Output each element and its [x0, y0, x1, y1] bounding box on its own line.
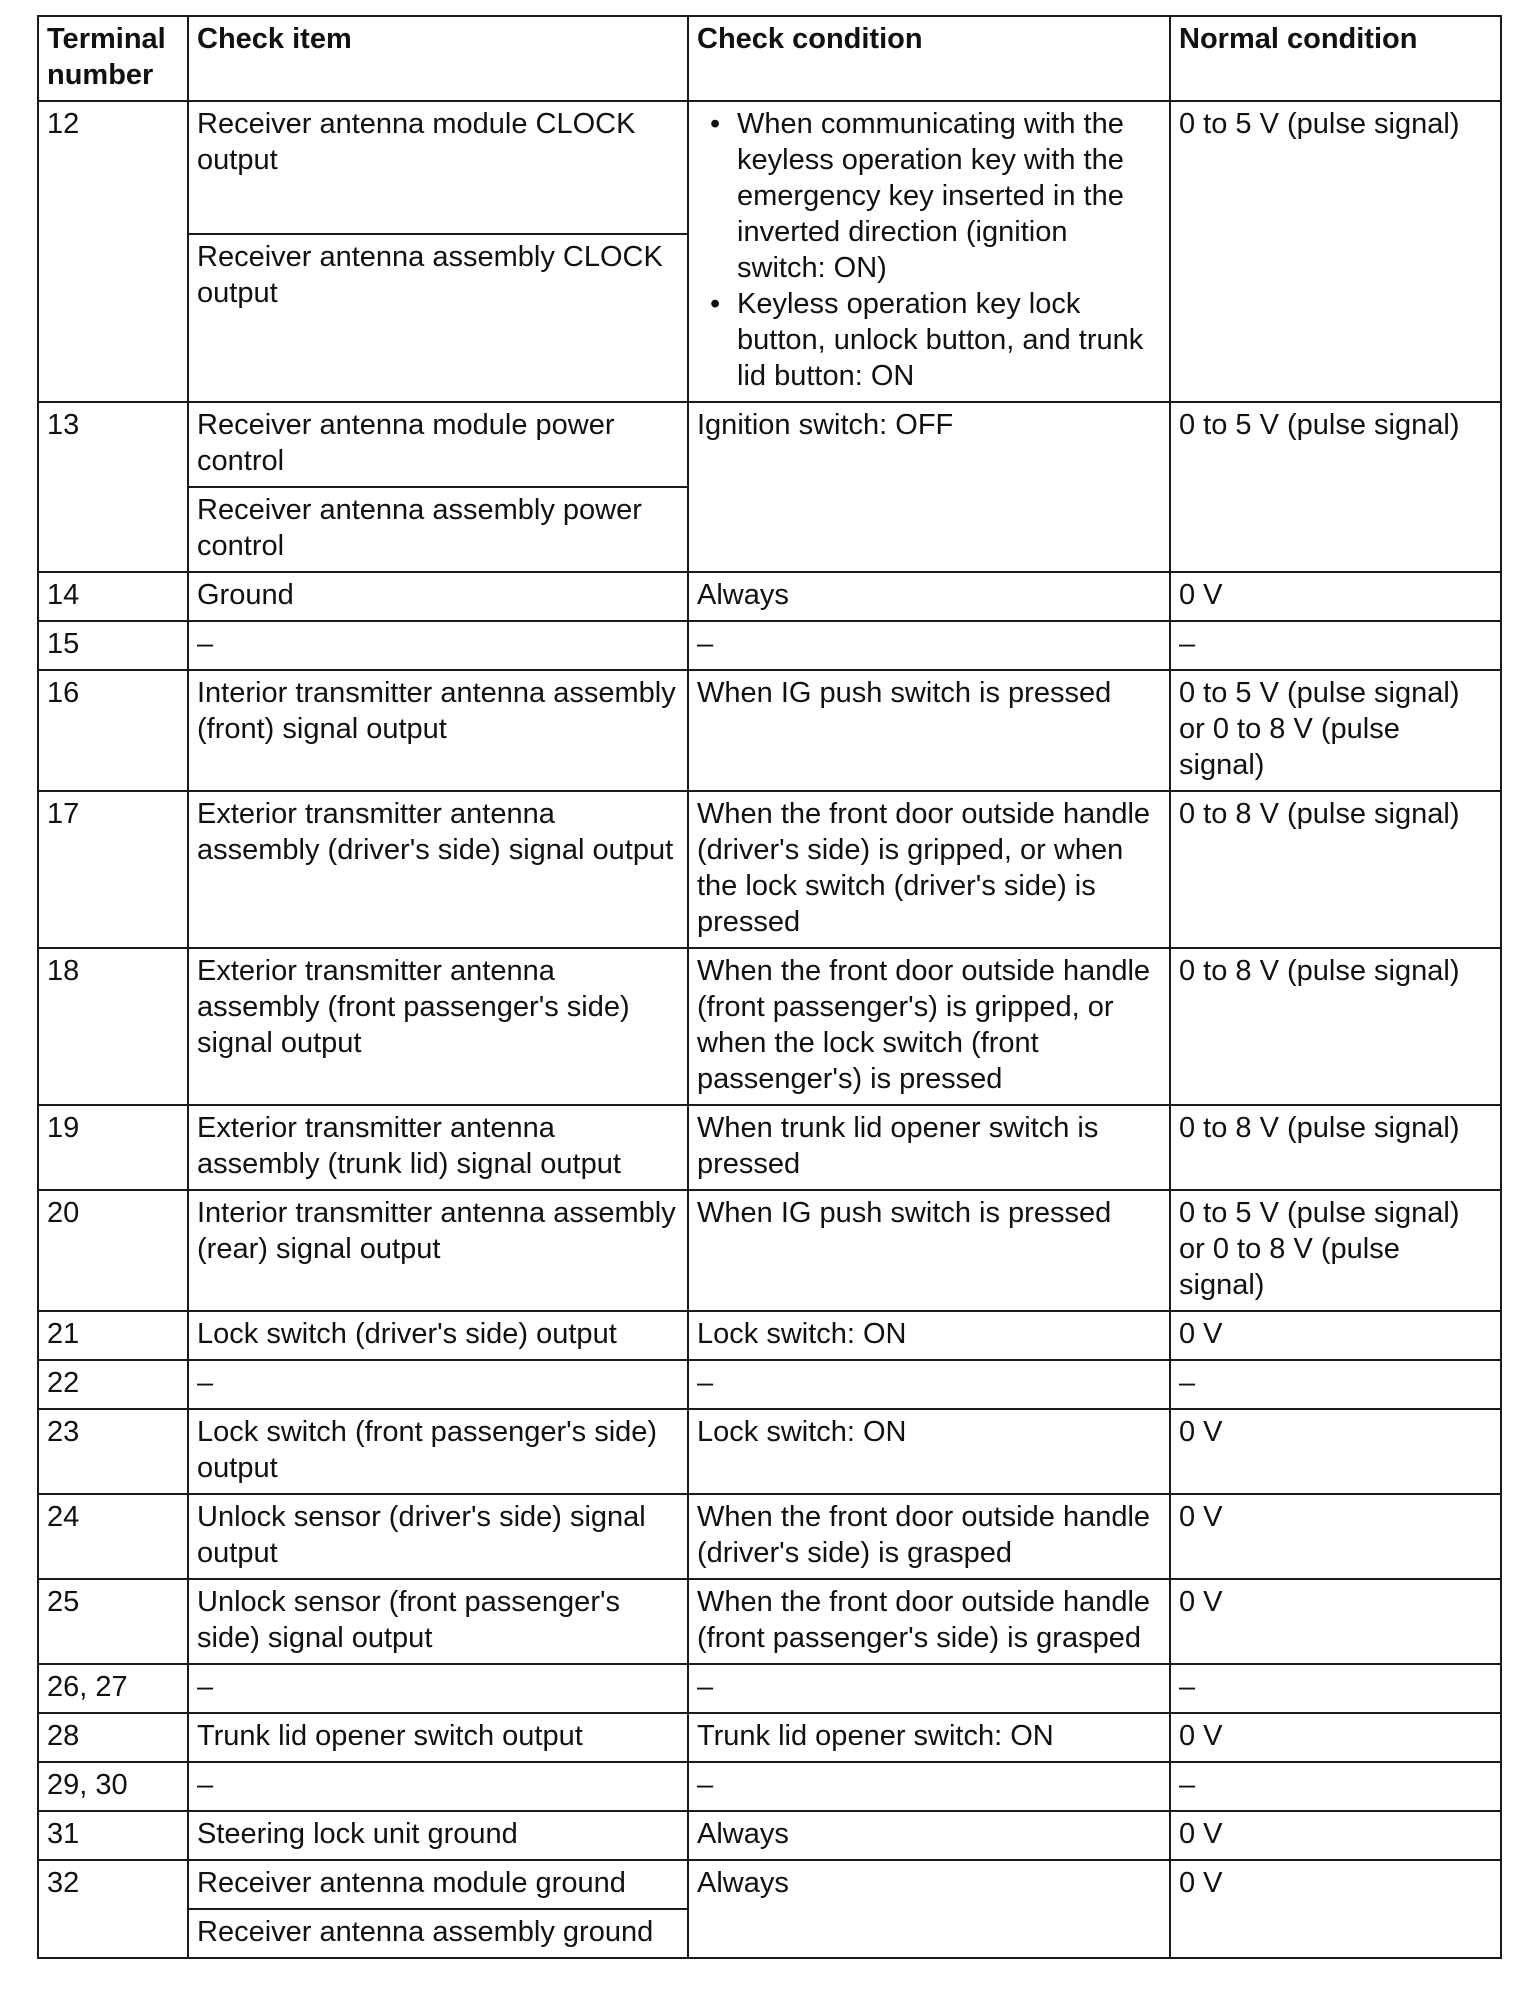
normal-condition-cell: 0 to 8 V (pulse signal) [1170, 948, 1501, 1105]
terminal-cell: 13 [38, 402, 188, 572]
check-item-cell: Steering lock unit ground [188, 1811, 688, 1860]
normal-condition-cell: 0 V [1170, 1409, 1501, 1494]
table-row [38, 1311, 1501, 1360]
table-row [38, 1713, 1501, 1762]
check-item-cell: – [188, 621, 688, 670]
header-normal-condition: Normal condition [1170, 16, 1501, 101]
normal-condition-cell: 0 V [1170, 1579, 1501, 1664]
check-item-cell: Lock switch (front passenger's side) output [188, 1409, 688, 1494]
normal-condition-cell: 0 V [1170, 572, 1501, 621]
check-condition-cell: When trunk lid opener switch is pressed [688, 1105, 1170, 1190]
condition-bullet: • Keyless operation key lock button, unlock button, and trunk lid button: ON [737, 286, 1161, 394]
table-row [38, 621, 1501, 670]
header-check-condition: Check condition [688, 16, 1170, 101]
table-row [38, 948, 1501, 1105]
check-condition-cell: – [688, 621, 1170, 670]
normal-condition-cell: – [1170, 621, 1501, 670]
terminal-cell: 12 [38, 101, 188, 402]
terminal-cell: 22 [38, 1360, 188, 1409]
check-condition-cell [688, 101, 1170, 402]
normal-condition-cell: – [1170, 1664, 1501, 1713]
terminal-cell: 17 [38, 791, 188, 948]
check-condition-cell: When IG push switch is pressed [688, 1190, 1170, 1311]
check-item-cell: – [188, 1762, 688, 1811]
terminal-cell: 21 [38, 1311, 188, 1360]
condition-bullet: • When communicating with the keyless operation key with the emergency key inserted in the inverted direction (ignition switch: ON) [737, 106, 1161, 286]
check-condition-cell: When the front door outside handle (front passenger's side) is grasped [688, 1579, 1170, 1664]
check-item-cell: Receiver antenna module power control [188, 402, 688, 487]
table-row [38, 1360, 1501, 1409]
table-row [38, 1494, 1501, 1579]
check-item-cell: Trunk lid opener switch output [188, 1713, 688, 1762]
terminal-cell: 25 [38, 1579, 188, 1664]
check-item-cell: – [188, 1360, 688, 1409]
normal-condition-cell: 0 to 8 V (pulse signal) [1170, 1105, 1501, 1190]
check-item-cell: Receiver antenna assembly CLOCK output [188, 234, 688, 402]
check-condition-cell: When the front door outside handle (driver's side) is grasped [688, 1494, 1170, 1579]
header-row [38, 16, 1501, 101]
terminal-cell: 26, 27 [38, 1664, 188, 1713]
check-item-cell: Receiver antenna module ground [188, 1860, 688, 1909]
normal-condition-cell: 0 V [1170, 1811, 1501, 1860]
terminal-cell: 23 [38, 1409, 188, 1494]
table-row [38, 1762, 1501, 1811]
check-item-cell: Receiver antenna assembly power control [188, 487, 688, 572]
table-row [38, 1664, 1501, 1713]
check-condition-cell: When the front door outside handle (front passenger's) is gripped, or when the lock switch (front passenger's) is pressed [688, 948, 1170, 1105]
table-row [38, 101, 1501, 234]
check-item-cell: Unlock sensor (driver's side) signal output [188, 1494, 688, 1579]
table-row [38, 1190, 1501, 1311]
check-condition-cell: When IG push switch is pressed [688, 670, 1170, 791]
terminal-cell: 19 [38, 1105, 188, 1190]
normal-condition-cell: – [1170, 1762, 1501, 1811]
check-condition-cell: Lock switch: ON [688, 1311, 1170, 1360]
table-row [38, 572, 1501, 621]
check-condition-cell: Always [688, 572, 1170, 621]
check-condition-cell: – [688, 1360, 1170, 1409]
check-condition-cell: Trunk lid opener switch: ON [688, 1713, 1170, 1762]
check-item-cell: Receiver antenna assembly ground [188, 1909, 688, 1958]
check-item-cell: Unlock sensor (front passenger's side) signal output [188, 1579, 688, 1664]
terminal-cell: 24 [38, 1494, 188, 1579]
terminal-cell: 15 [38, 621, 188, 670]
check-item-cell: Ground [188, 572, 688, 621]
normal-condition-cell: 0 to 5 V (pulse signal) [1170, 101, 1501, 402]
normal-condition-cell: 0 to 8 V (pulse signal) [1170, 791, 1501, 948]
table-row [38, 1105, 1501, 1190]
normal-condition-cell: 0 V [1170, 1713, 1501, 1762]
check-condition-cell: – [688, 1664, 1170, 1713]
check-condition-cell: Always [688, 1811, 1170, 1860]
table-row [38, 791, 1501, 948]
normal-condition-cell: 0 to 5 V (pulse signal) or 0 to 8 V (pulse signal) [1170, 1190, 1501, 1311]
check-condition-cell: – [688, 1762, 1170, 1811]
normal-condition-cell: – [1170, 1360, 1501, 1409]
check-item-cell: – [188, 1664, 688, 1713]
check-condition-cell: Always [688, 1860, 1170, 1958]
check-item-cell: Interior transmitter antenna assembly (rear) signal output [188, 1190, 688, 1311]
normal-condition-cell: 0 to 5 V (pulse signal) or 0 to 8 V (pulse signal) [1170, 670, 1501, 791]
check-item-cell: Lock switch (driver's side) output [188, 1311, 688, 1360]
terminal-cell: 31 [38, 1811, 188, 1860]
table-row [38, 1860, 1501, 1909]
check-item-cell: Receiver antenna module CLOCK output [188, 101, 688, 234]
table-row [38, 1579, 1501, 1664]
normal-condition-cell: 0 V [1170, 1860, 1501, 1958]
terminal-cell: 16 [38, 670, 188, 791]
check-condition-cell: Ignition switch: OFF [688, 402, 1170, 572]
terminal-cell: 28 [38, 1713, 188, 1762]
check-item-cell: Exterior transmitter antenna assembly (driver's side) signal output [188, 791, 688, 948]
check-item-cell: Exterior transmitter antenna assembly (trunk lid) signal output [188, 1105, 688, 1190]
check-condition-cell: Lock switch: ON [688, 1409, 1170, 1494]
table-row [38, 670, 1501, 791]
terminal-cell: 14 [38, 572, 188, 621]
table-row [38, 402, 1501, 487]
check-condition-cell: When the front door outside handle (driver's side) is gripped, or when the lock switch (driver's side) is pressed [688, 791, 1170, 948]
terminal-cell: 29, 30 [38, 1762, 188, 1811]
terminal-cell: 20 [38, 1190, 188, 1311]
check-item-cell: Exterior transmitter antenna assembly (front passenger's side) signal output [188, 948, 688, 1105]
terminal-check-table [37, 15, 1502, 1959]
normal-condition-cell: 0 V [1170, 1311, 1501, 1360]
header-check-item: Check item [188, 16, 688, 101]
header-terminal-number: Terminal number [38, 16, 188, 101]
terminal-cell: 18 [38, 948, 188, 1105]
terminal-cell: 32 [38, 1860, 188, 1958]
table-row [38, 1409, 1501, 1494]
normal-condition-cell: 0 to 5 V (pulse signal) [1170, 402, 1501, 572]
check-item-cell: Interior transmitter antenna assembly (front) signal output [188, 670, 688, 791]
condition-bullet-list [697, 106, 1161, 394]
table-row [38, 1811, 1501, 1860]
normal-condition-cell: 0 V [1170, 1494, 1501, 1579]
